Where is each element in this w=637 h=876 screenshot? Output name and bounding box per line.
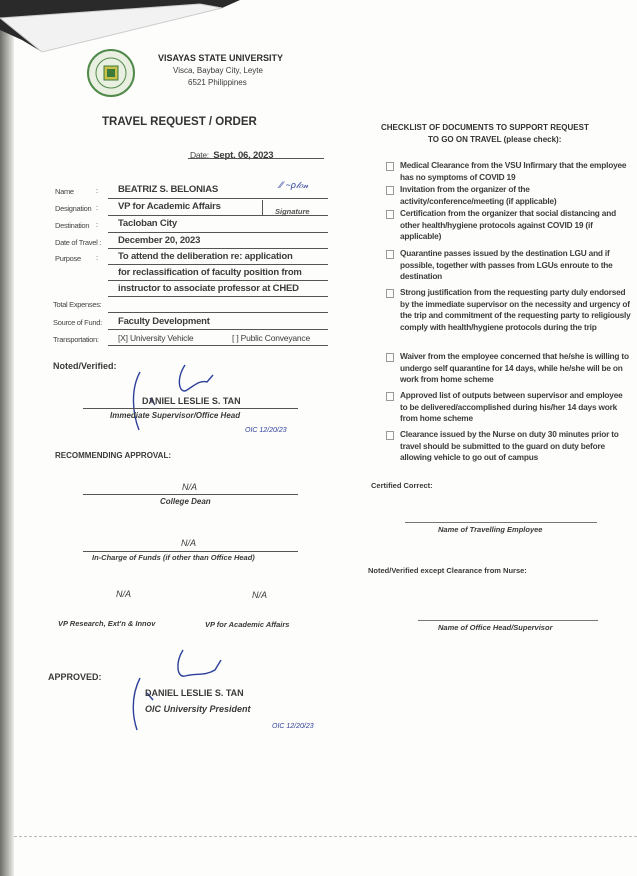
vp-academic-title: VP for Academic Affairs bbox=[205, 620, 290, 629]
supervisor-annotation: OIC 12/20/23 bbox=[245, 427, 287, 434]
transportation-label: Transportation: bbox=[53, 335, 99, 344]
supervisor-name: DANIEL LESLIE S. TAN bbox=[142, 396, 241, 406]
checklist-item-text: Certification from the organizer that social distancing and other health/hygiene protocols against COVID 19 (if applicable) bbox=[400, 208, 616, 242]
address-line-1: Visca, Baybay City, Leyte bbox=[173, 66, 263, 75]
checklist-item[interactable] bbox=[400, 351, 632, 386]
underline bbox=[108, 329, 328, 330]
signature-line bbox=[83, 408, 298, 409]
checklist-item-text: Clearance issued by the Nurse on duty 30 minutes prior to travel should be submitted to the guard on duty before allowing vehicle to go out of campus bbox=[400, 429, 619, 463]
signature-line bbox=[83, 494, 298, 495]
transport-university-vehicle[interactable]: [X] University Vehicle bbox=[118, 333, 194, 343]
destination-value: Tacloban City bbox=[118, 218, 177, 229]
checklist-item[interactable] bbox=[400, 390, 632, 425]
purpose-line-1: To attend the deliberation re: application bbox=[118, 251, 293, 262]
underline bbox=[108, 232, 328, 233]
underline bbox=[108, 198, 328, 199]
vp-research-title: VP Research, Ext'n & Innov bbox=[58, 619, 156, 628]
designation-label: Designation bbox=[55, 204, 92, 213]
underline bbox=[108, 215, 328, 216]
source-of-fund-label: Source of Fund: bbox=[53, 318, 102, 327]
approved-label: APPROVED: bbox=[48, 672, 102, 682]
checkbox[interactable] bbox=[386, 392, 394, 401]
noted-nurse-label: Noted/Verified except Clearance from Nurse: bbox=[368, 566, 527, 575]
president-name: DANIEL LESLIE S. TAN bbox=[145, 688, 244, 698]
president-title: OIC University President bbox=[145, 704, 251, 714]
form-title: TRAVEL REQUEST / ORDER bbox=[102, 116, 257, 128]
source-of-fund-value: Faculty Development bbox=[118, 316, 210, 327]
university-seal bbox=[86, 48, 136, 98]
checklist-item-text: Waiver from the employee concerned that he/she is willing to undergo self quarantine for 14 days, while he/she will be on work from home scheme bbox=[400, 351, 629, 385]
checklist-title-2: TO GO ON TRAVEL (please check): bbox=[428, 135, 562, 144]
dean-title: College Dean bbox=[160, 497, 211, 506]
checklist-item-text: Quarantine passes issued by the destination LGU and if possible, together with passes from LGUs enroute to the destination bbox=[400, 248, 613, 282]
underline bbox=[108, 248, 328, 249]
underline bbox=[108, 345, 328, 346]
vp-academic-value: N/A bbox=[252, 590, 268, 600]
checklist-item[interactable] bbox=[400, 208, 632, 243]
date-of-travel-value: December 20, 2023 bbox=[118, 235, 201, 246]
colon: : bbox=[96, 253, 98, 262]
checkbox[interactable] bbox=[386, 353, 394, 362]
noted-label: Noted/Verified: bbox=[53, 361, 117, 371]
certified-label: Certified Correct: bbox=[371, 481, 433, 490]
funds-title: In-Charge of Funds (if other than Office Head) bbox=[92, 553, 255, 562]
signature-line bbox=[83, 551, 298, 552]
checklist-item-text: Approved list of outputs between supervisor and employee to be delivered/accomplished during his/her 14 days work from home scheme bbox=[400, 390, 623, 424]
purpose-label: Purpose bbox=[55, 254, 81, 263]
supervisor-title: Immediate Supervisor/Office Head bbox=[110, 411, 241, 420]
checkbox[interactable] bbox=[386, 431, 394, 440]
checklist-item-text: Medical Clearance from the VSU Infirmary that the employee has no symptoms of COVID 19 bbox=[400, 160, 627, 182]
date-label: Date: bbox=[190, 150, 209, 160]
checklist-item[interactable] bbox=[400, 184, 632, 207]
checkbox[interactable] bbox=[386, 210, 394, 219]
head-title: Name of Office Head/Supervisor bbox=[438, 623, 553, 632]
applicant-signature: ⁄⁄ ~ρ𝓁𝑜𝓃 bbox=[280, 180, 309, 190]
checkbox[interactable] bbox=[386, 186, 394, 195]
checkbox[interactable] bbox=[386, 162, 394, 171]
date-of-travel-label: Date of Travel : bbox=[55, 238, 102, 247]
employee-title: Name of Travelling Employee bbox=[438, 525, 543, 534]
recommending-label: RECOMMENDING APPROVAL: bbox=[55, 451, 171, 460]
signature-label: Signature bbox=[275, 207, 310, 216]
date-underline bbox=[188, 158, 324, 159]
colon: : bbox=[96, 186, 98, 195]
name-label: Name bbox=[55, 187, 74, 196]
destination-label: Destination bbox=[55, 221, 90, 230]
dean-value: N/A bbox=[182, 482, 198, 492]
underline bbox=[108, 264, 328, 265]
checklist-title-1: CHECKLIST OF DOCUMENTS TO SUPPORT REQUEST bbox=[381, 123, 589, 132]
funds-value: N/A bbox=[181, 538, 197, 548]
checkbox[interactable] bbox=[386, 250, 394, 259]
colon: : bbox=[96, 203, 98, 212]
scan-edge bbox=[0, 0, 14, 876]
university-name: VISAYAS STATE UNIVERSITY bbox=[158, 53, 284, 63]
colon: : bbox=[96, 220, 98, 229]
purpose-line-2: for reclassification of faculty position from bbox=[118, 267, 302, 278]
transport-public-conveyance[interactable]: [ ] Public Conveyance bbox=[232, 333, 311, 343]
checklist-item-text: Invitation from the organizer of the activity/conference/meeting (if applicable) bbox=[400, 184, 557, 206]
checkbox[interactable] bbox=[386, 289, 394, 298]
purpose-line-3: instructor to associate professor at CHED bbox=[118, 283, 299, 294]
signature-line bbox=[418, 620, 598, 621]
vp-research-value: N/A bbox=[116, 589, 132, 599]
signature-line bbox=[405, 522, 597, 523]
checklist-item-text: Strong justification from the requesting party duly endorsed by the immediate supervisor on the necessity and urgency of the trip and commitment of the requesting party to religiously comply with health/hygiene protocols during the trip bbox=[400, 287, 631, 332]
checklist-item[interactable] bbox=[400, 160, 632, 183]
date-field bbox=[190, 145, 273, 163]
date-value: Sept. 06, 2023 bbox=[213, 150, 274, 161]
underline bbox=[108, 296, 328, 297]
total-expenses-label: Total Expenses: bbox=[53, 300, 102, 309]
checklist-item[interactable] bbox=[400, 248, 632, 283]
underline bbox=[108, 280, 328, 281]
underline bbox=[108, 312, 328, 313]
address-line-2: 6521 Philippines bbox=[188, 78, 247, 87]
designation-value: VP for Academic Affairs bbox=[118, 201, 221, 212]
divider bbox=[262, 200, 263, 216]
checklist-item[interactable] bbox=[400, 287, 632, 333]
checklist-item[interactable] bbox=[400, 429, 632, 464]
name-value: BEATRIZ S. BELONIAS bbox=[118, 184, 218, 195]
president-annotation: OIC 12/20/23 bbox=[272, 723, 314, 730]
scan-bottom-edge bbox=[14, 836, 637, 837]
